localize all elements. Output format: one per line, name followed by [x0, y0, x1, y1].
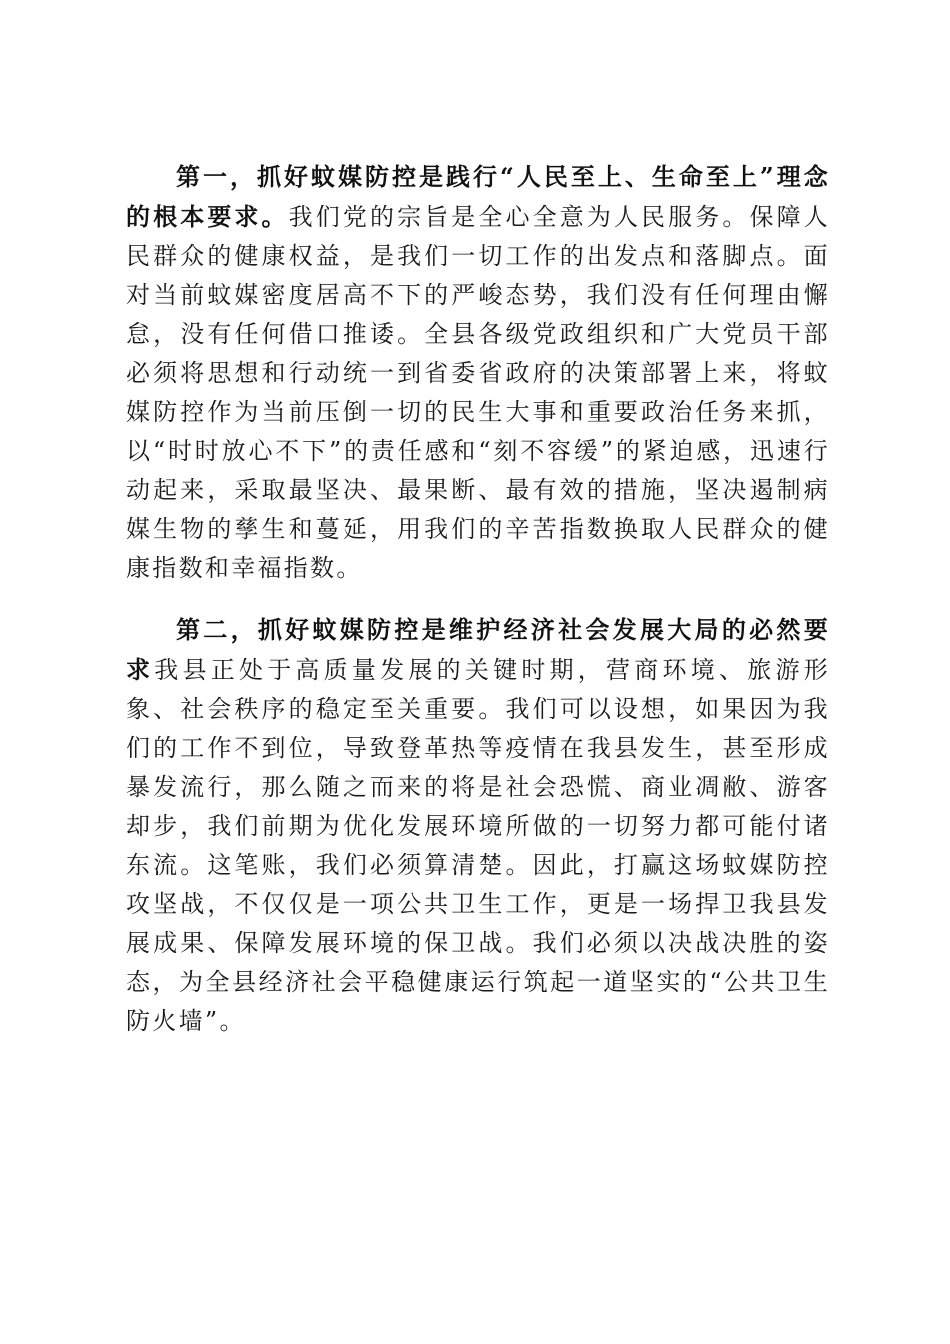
document-body: [126, 157, 830, 1041]
paragraph-1-text: 我们党的宗旨是全心全意为人民服务。保障人民群众的健康权益，是我们一切工作的出发点和落脚点。面对当前蚊媒密度居高不下的严峻态势，我们没有任何理由懈怠，没有任何借口推诿。全县各级党政组织和广大党员干部必须将思想和行动统一到省委省政府的决策部署上来，将蚊媒防控作为当前压倒一切的民生大事和重要政治任务来抓，以“时时放心不下”的责任感和“刻不容缓”的紧迫感，迅速行动起来，采取最坚决、最果断、最有效的措施，坚决遏制病媒生物的孳生和蔓延，用我们的辛苦指数换取人民群众的健康指数和幸福指数。: [126, 203, 830, 582]
paragraph-1-heading: 第一，抓好蚊媒防控是践行“人民至上、生命至上”理念的根本要求。: [126, 162, 830, 231]
paragraph-2-text: 我县正处于高质量发展的关键时期，营商环境、旅游形象、社会秩序的稳定至关重要。我们可以设想，如果因为我们的工作不到位，导致登革热等疫情在我县发生，甚至形成暴发流行，那么随之而来的将是社会恐慌、商业凋敝、游客却步，我们前期为优化发展环境所做的一切努力都可能付诸东流。这笔账，我们必须算清楚。因此，打赢这场蚊媒防控攻坚战，不仅仅是一项公共卫生工作，更是一场捍卫我县发展成果、保障发展环境的保卫战。我们必须以决战决胜的姿态，为全县经济社会平稳健康运行筑起一道坚实的“公共卫生防火墙”。: [126, 656, 830, 1035]
paragraph-2-heading: 第二，抓好蚊媒防控是维护经济社会发展大局的必然要求: [126, 615, 830, 684]
paragraph-1: [126, 157, 830, 588]
paragraph-2: [126, 610, 830, 1041]
